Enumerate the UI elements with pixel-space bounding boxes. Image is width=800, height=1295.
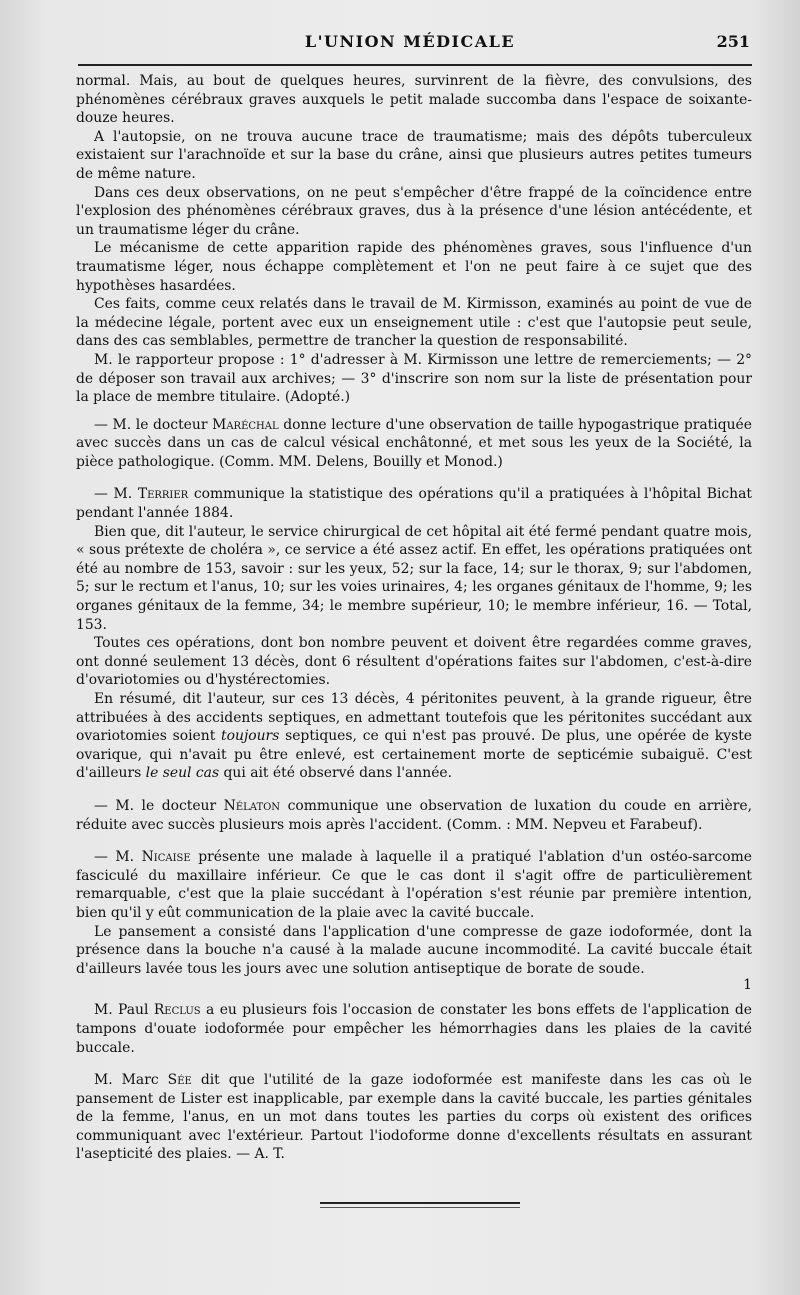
paragraph: M. le rapporteur propose : 1° d'adresser à M. Kirmisson une lettre de remerciements; — 2° de déposer son travail aux archives; — 3° d'inscrire son nom sur la liste de présentation pour la place de membre titulaire. (Adopté.) [76,351,752,406]
nicaise-paragraph [76,848,752,922]
italic-span: le seul cas [145,765,220,782]
header-rule [78,64,752,66]
text-span: — M. le docteur [94,797,224,814]
running-title: L'UNION MÉDICALE [304,32,516,51]
paragraph: Le mécanisme de cette apparition rapide des phénomènes graves, sous l'influence d'un traumatisme léger, nous échappe complètement et l'on ne peut faire à ce sujet que des hypothèses hasardées. [76,240,752,294]
paragraph: Ces faits, comme ceux relatés dans le travail de M. Kirmisson, examinés au point de vue de la médecine légale, portent avec eux un enseignement utile : c'est que l'autopsie peut seule, dans des cas semblables, permettre de trancher la question de responsabilité. [76,296,752,350]
author-name: Terrier [137,486,189,503]
author-name: Sée [167,1072,192,1089]
paragraph: Le pansement a consisté dans l'application d'une compresse de gaze iodoformée, dont la présence dans la bouche n'a causé à la malade aucune incommodité. La cavité buccale était d'ailleurs lavée tous les jours avec une solution antiseptique de borate de soude. [76,923,752,977]
text-span: qui ait été observé dans l'année. [219,765,453,782]
text-span: M. Paul [94,1002,154,1019]
author-name: Nélaton [223,797,281,814]
section-end-rule [320,1202,520,1204]
text-span: septiques, ce qui n'est pas prouvé. De plus, une opérée de kyste ovarique, qui n'avait pu être enlevé, est certainement morte de septicémie subaiguë. C'est d'ailleurs [76,728,753,782]
text-span: dit que l'utilité de la gaze iodoformée est manifeste dans les cas où le pansement de Lister est inapplicable, par exemple dans la cavité buccale, les parties génitales de la femme, l'anus, en un mot dans toutes les parties du corps où existent des orifices communiquant avec l'extérieur. Partout l'iodoforme donne d'excellents résultats en assurant l'asepticité des plaies. — A. T. [76,1072,752,1163]
paragraph: Bien que, dit l'auteur, le service chirurgical de cet hôpital ait été fermé pendant quatre mois, « sous prétexte de choléra », ce service a été assez actif. En effet, les opérations pratiquées ont été au nombre de 153, savoir : sur les yeux, 52; sur la face, 14; sur le thorax, 9; sur l'abdomen, 5; sur le rectum et l'anus, 10; sur les voies urinaires, 4; les organes génitaux de l'homme, 9; les organes génitaux de la femme, 34; le membre supérieur, 10; le membre inférieur, 16. — Total, 153. [76,523,752,633]
article-body [76,72,752,1164]
author-name: Reclus [153,1002,201,1019]
paragraph: Dans ces deux observations, on ne peut s'empêcher d'être frappé de la coïncidence entre l'explosion des phénomènes cérébraux graves, dus à la présence d'une lésion antécédente, et un traumatisme léger du crâne. [76,184,752,238]
nelaton-paragraph [76,797,752,834]
paragraph [76,690,752,783]
page-header [70,30,750,60]
page-number: 251 [716,32,750,51]
text-span: En résumé, dit l'auteur, sur ces 13 décès, 4 péritonites peuvent, à la grande rigueur, être attribuées à des accidents septiques, en admettant toutefois que les péritonites succédant aux ovariotomies soient [76,691,752,745]
author-name: Maréchal [212,416,279,433]
text-span: — M. [94,486,138,503]
reclus-paragraph [76,1001,752,1057]
paragraph: normal. Mais, au bout de quelques heures, survinrent de la fièvre, des convulsions, des phénomènes cérébraux graves auxquels le petit malade succomba dans l'espace de soixante-douze heures. [76,73,752,127]
text-span: — M. [94,849,142,866]
text-span: communique la statistique des opérations qu'il a pratiquées à l'hôpital Bichat pendant l'année 1884. [76,486,752,522]
author-name: Nicaise [141,849,191,866]
text-span: présente une malade à laquelle il a pratiqué l'ablation d'un ostéo-sarcome fasciculé du maxillaire inférieur. Ce que le cas dont il s'agit offre de particulièrement remarquable, c'est que la plaie succédant à l'opération s'est réunie par première intention, bien qu'il y eût communication de la plaie avec la cavité buccale. [76,849,752,921]
text-span: donne lecture d'une observation de taille hypogastrique pratiquée avec succès dans un cas de calcul vésical enchâtonné, et met sous les yeux de la Société, la pièce pathologique. (Comm. MM. Delens, Bouilly et Monod.) [76,416,752,470]
text-span: M. Marc [94,1072,168,1089]
text-span: a eu plusieurs fois l'occasion de constater les bons effets de l'application de tampons d'ouate iodoformée pour empêcher les hémorrhagies dans les plaies de la cavité buccale. [76,1002,752,1056]
text-span: — M. le docteur [94,416,213,433]
italic-span: toujours [221,728,280,745]
see-paragraph [76,1071,752,1164]
terrier-paragraph [76,485,752,522]
marechal-paragraph [76,416,752,472]
paragraph: A l'autopsie, on ne trouva aucune trace de traumatisme; mais des dépôts tuberculeux existaient sur l'arachnoïde et sur la base du crâne, ainsi que plusieurs autres petites tumeurs de même nature. [76,128,752,182]
paragraph: Toutes ces opérations, dont bon nombre peuvent et doivent être regardées comme graves, ont donné seulement 13 décès, dont 6 résultent d'opérations faites sur l'abdomen, c'est-à-dire d'ovariotomies ou d'hystérectomies. [76,635,752,689]
trailing-mark: 1 [743,977,752,994]
section-end-rule-thin [320,1207,520,1208]
text-span: communique une observation de luxation du coude en arrière, réduite avec succès plusieurs mois après l'accident. (Comm. : MM. Nepveu et Farabeuf). [76,797,753,833]
